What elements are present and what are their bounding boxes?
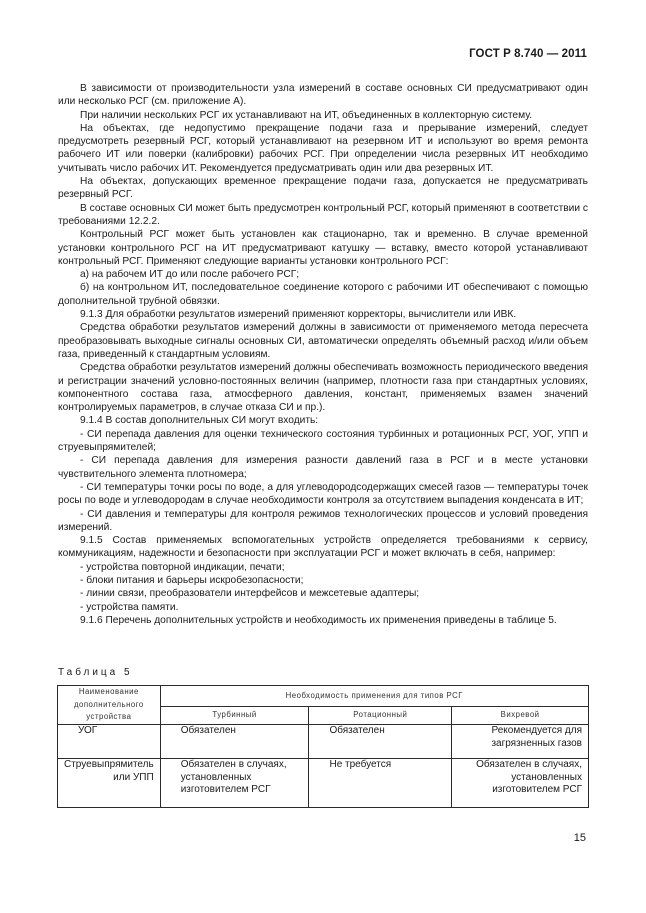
table-cell: Обязателен в случаях, установленных изготовителем РСГ [160,759,309,808]
paragraph: - СИ перепада давления для оценки технического состояния турбинных и ротационных РСГ, УОГ, УПП и струевыпрямителей; [58,428,588,454]
paragraph: - линии связи, преобразователи интерфейсов и межсетевые адаптеры; [80,588,420,600]
paragraph: На объектах, допускающих временное прекращение подачи газа, допускается не предусматривать резервный РСГ. [58,176,588,201]
paragraph: 9.1.4 В состав дополнительных СИ могут входить: [80,415,319,427]
table-header-vortex: Вихревой [452,707,589,725]
document-header: ГОСТ Р 8.740 — 2011 [469,48,587,60]
table-cell: Обязателен [160,725,309,759]
table-header-row [58,686,589,707]
paragraph: а) на рабочем ИТ до или после рабочего РСГ; [80,269,300,281]
table-cell: Обязателен [309,725,452,759]
table-row [58,725,589,759]
table-cell: Обязателен в случаях, установленных изготовителем РСГ [452,759,589,808]
paragraph: - устройства памяти. [80,601,179,613]
paragraph: Контрольный РСГ может быть установлен как стационарно, так и временно. В случае временной установки контрольного РСГ на ИТ предусматривают катушку — вставку, вместо которой устанавливают контрольный РСГ. Применяют следующие варианты установки контрольного РСГ: [58,229,588,267]
paragraph: В зависимости от производительности узла измерений в составе основных СИ предусматривают один или несколько РСГ (см. приложение А). [58,83,588,108]
body-text [58,82,588,627]
table-header-rotary: Ротационный [309,707,452,725]
paragraph: 9.1.3 Для обработки результатов измерений применяют корректоры, вычислители или ИВК. [80,309,517,321]
paragraph: б) на контрольном ИТ, последовательное соединение которого с рабочими ИТ обеспечивают с помощью дополнительной трубной обвязки. [58,282,588,307]
paragraph: Средства обработки результатов измерений должны в зависимости от применяемого метода пересчета преобразовывать выходные сигналы основных СИ, автоматически определять объемный расход и/или объем газа, приведенный к стандартным условиям. [58,322,588,360]
table-title: Таблица 5 [58,667,133,678]
table-cell: УОГ [58,725,161,759]
paragraph: - СИ перепада давления для измерения разности давлений газа в РСГ и в месте установки чувствительного элемента плотномера; [58,455,588,480]
table-header-group: Необходимость применения для типов РСГ [160,686,588,707]
paragraph: 9.1.6 Перечень дополнительных устройств и необходимость их применения приведены в таблице 5. [80,614,557,626]
table-row [58,759,589,808]
paragraph: - СИ давления и температуры для контроля режимов технологических процессов и условий проведения измерений. [58,508,588,533]
page-number: 15 [573,832,586,844]
paragraph: - СИ температуры точки росы по воде, а для углеводородсодержащих смесей газов — температуры точек росы по воде и углеводородам в случае необходимости контроля за отсутствием выпадения конденсата в ИТ; [58,481,588,507]
table-cell: Рекомендуется для загрязненных газов [452,725,589,759]
paragraph: - устройства повторной индикации, печати; [80,561,285,573]
paragraph: - блоки питания и барьеры искробезопасности; [80,574,304,586]
paragraph: 9.1.5 Состав применяемых вспомогательных устройств определяется требованиями к сервису, коммуникациям, надежности и безопасности при эксплуатации РСГ и может включать в себя, например: [58,535,588,560]
paragraph: На объектах, где недопустимо прекращение подачи газа и прерывание измерений, следует предусмотреть резервный РСГ, который устанавливают на резервном ИТ и используют во время ремонта рабочего ИТ или поверки (калибровки) рабочих РСГ. При определении числа резервных ИТ необходимо учитывать число рабочих ИТ. Рекомендуется предусматривать один или два резервных ИТ. [58,122,588,174]
paragraph: Средства обработки результатов измерений должны обеспечивать возможность периодического введения и регистрации значений условно-постоянных величин (например, плотности газа при стандартных условиях, компонентного состава газа, атмосферного давления, констант, применяемых взамен значений контролируемых параметров, в случае отказа СИ и пр.). [58,362,588,414]
paragraph: При наличии нескольких РСГ их устанавливают на ИТ, объединенных в коллекторную систему. [80,109,533,121]
paragraph: В составе основных СИ может быть предусмотрен контрольный РСГ, который применяют в соответствии с требованиями 12.2.2. [58,202,588,227]
table-5 [57,685,589,808]
table-header-turbine: Турбинный [160,707,309,725]
table-cell: Струевыпрямитель или УПП [58,759,161,808]
table-cell: Не требуется [309,759,452,808]
table-header-device: Наименование дополнительного устройства [58,686,161,725]
